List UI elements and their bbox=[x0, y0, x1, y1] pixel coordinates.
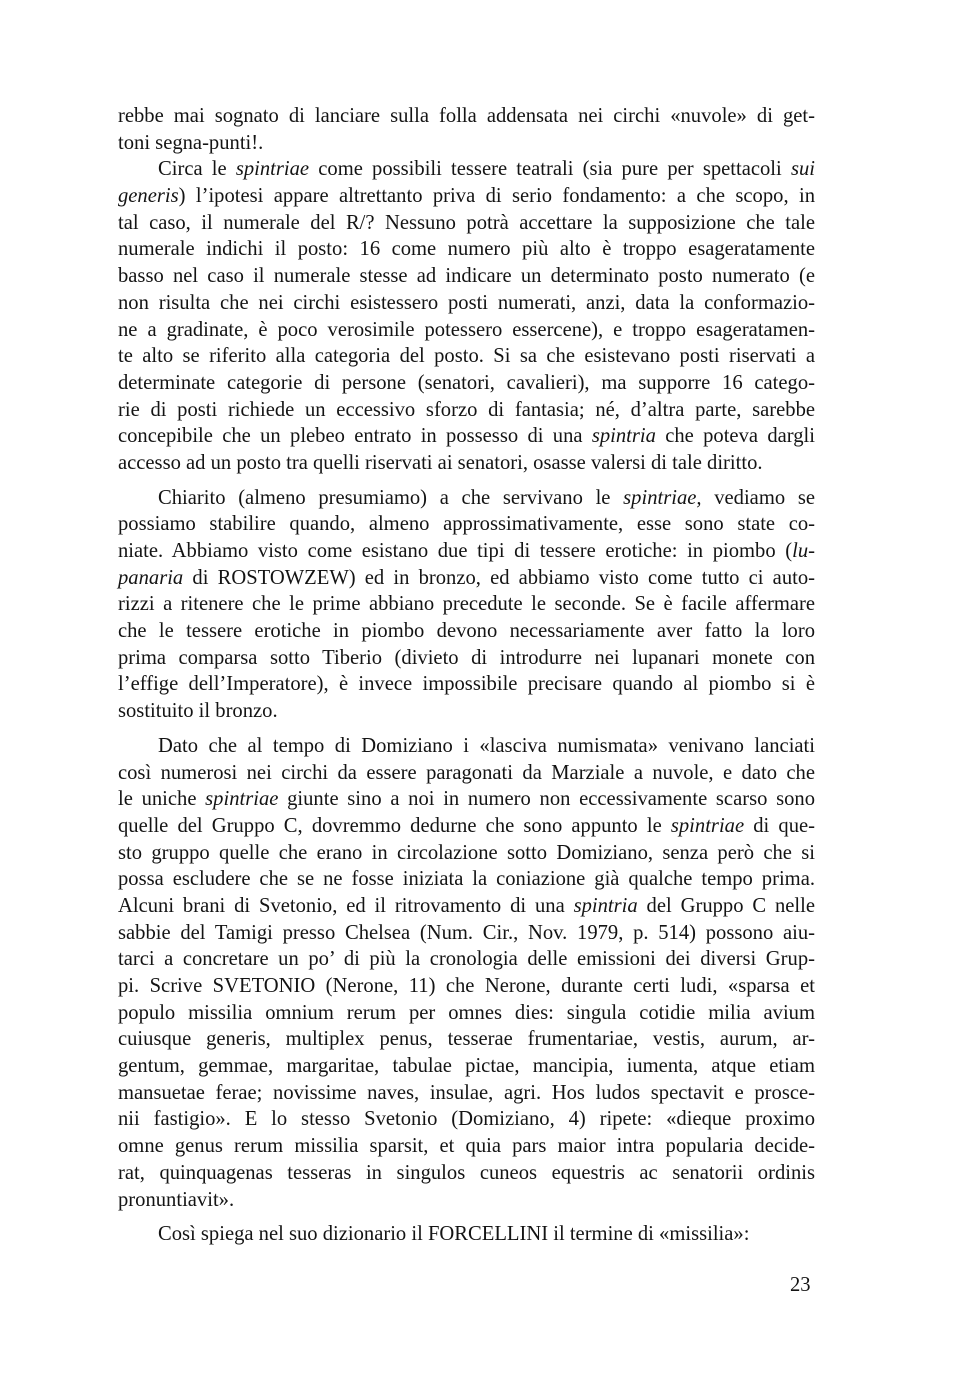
paragraph bbox=[118, 1221, 815, 1248]
text-segment: rebbe mai sognato di lanciare sulla folla addensata nei circhi «nuvole» di get- bbox=[118, 105, 815, 127]
text-line bbox=[118, 263, 815, 290]
text-segment: prima comparsa sotto Tiberio (divieto di introdurre nei lupanari monete con bbox=[118, 646, 815, 669]
italic-text: spintriae, bbox=[623, 486, 702, 509]
text-line bbox=[118, 565, 815, 592]
text-line bbox=[118, 733, 815, 760]
text-segment: tal caso, il numerale del R/? Nessuno potrà accettare la supposizione che tale bbox=[118, 211, 815, 234]
text-line bbox=[118, 210, 815, 237]
text-segment: gentum, gemmae, margaritae, tabulae pictae, mancipia, iumenta, atque etiam bbox=[118, 1055, 815, 1078]
text-line bbox=[118, 645, 815, 672]
text-segment: quelle del Gruppo C, dovremmo dedurne che sono appunto le bbox=[118, 814, 671, 837]
text-line bbox=[118, 370, 815, 397]
text-segment: niate. Abbiamo visto come esistano due tipi di tessere erotiche: in piombo ( bbox=[118, 540, 793, 562]
italic-text: lu- bbox=[792, 540, 815, 562]
text-segment: pronuntiavit». bbox=[118, 1188, 235, 1211]
text-segment: rat, quinquagenas tesseras in singulos cuneos equestris ac senatorii ordinis bbox=[118, 1161, 815, 1184]
text-line bbox=[118, 893, 815, 920]
text-line bbox=[118, 1053, 815, 1080]
text-segment: possa escludere che se ne fosse iniziata la coniazione già qualche tempo prima. bbox=[118, 868, 815, 891]
text-segment: ) l’ipotesi appare altrettanto priva di serio fondamento: a che scopo, in bbox=[178, 185, 815, 208]
text-segment: non risulta che nei circhi esistessero posti numerati, anzi, data la conformazio- bbox=[118, 291, 815, 314]
text-segment: sostituito il bronzo. bbox=[118, 700, 278, 723]
text-segment: mansuetae ferae; novissime naves, insulae, agri. Hos ludos spectavit e prosce- bbox=[118, 1081, 815, 1104]
text-line bbox=[118, 1133, 815, 1160]
text-segment: ne a gradinate, è poco verosimile potessero essercene), e troppo esageratamen- bbox=[118, 318, 815, 341]
text-segment: così numerosi nei circhi da essere paragonati da Marziale a nuvole, e dato che bbox=[118, 761, 815, 784]
text-segment: sabbie del Tamigi presso Chelsea (Num. Cir., Nov. 1979, p. 514) possono aiu- bbox=[118, 921, 815, 944]
text-segment: del Gruppo C nelle bbox=[637, 894, 815, 917]
text-line bbox=[118, 1106, 815, 1133]
text-segment: possiamo stabilire quando, almeno approssimativamente, esse sono state co- bbox=[118, 513, 815, 536]
italic-text: generis bbox=[118, 185, 179, 208]
text-line bbox=[118, 840, 815, 867]
italic-text: panaria bbox=[118, 566, 184, 589]
text-segment: te alto se riferito alla categoria del posto. Si sa che esistevano posti riservati a bbox=[118, 345, 815, 368]
italic-text: spintriae bbox=[670, 814, 745, 837]
text-line bbox=[118, 760, 815, 787]
text-segment: Chiarito (almeno presumiamo) a che servivano le bbox=[158, 486, 624, 509]
text-segment: di ROSTOWZEW) ed in bronzo, ed abbiamo visto come tutto ci auto- bbox=[183, 566, 815, 589]
text-line bbox=[118, 920, 815, 947]
text-line bbox=[118, 671, 815, 698]
text-line bbox=[118, 1026, 815, 1053]
text-line bbox=[118, 103, 815, 130]
page-number: 23 bbox=[790, 1274, 811, 1296]
paragraph bbox=[118, 156, 815, 476]
text-segment: populo missilia omnium rerum per omnes dies: singula cotidie milia avium bbox=[118, 1001, 815, 1024]
text-segment: di que- bbox=[744, 814, 815, 837]
text-segment: omne genus rerum missilia sparsit, et quia pars maior intra popularia decide- bbox=[118, 1135, 815, 1158]
italic-text: spintria bbox=[573, 894, 638, 917]
text-line bbox=[118, 423, 815, 450]
text-segment: le uniche bbox=[118, 788, 206, 811]
text-line bbox=[118, 317, 815, 344]
text-segment: Alcuni brani di Svetonio, ed il ritrovamento di una bbox=[118, 894, 574, 917]
text-segment: l’effige dell’Imperatore), è invece impossibile precisare quando al piombo si è bbox=[118, 673, 815, 696]
text-line bbox=[118, 130, 815, 157]
text-line bbox=[118, 450, 815, 477]
paragraph bbox=[118, 485, 815, 725]
text-segment: Dato che al tempo di Domiziano i «lasciva numismata» venivano lanciati bbox=[158, 734, 815, 757]
text-line bbox=[118, 1160, 815, 1187]
text-line bbox=[118, 343, 815, 370]
text-line bbox=[118, 698, 815, 725]
page-body bbox=[118, 103, 815, 1248]
text-segment: determinate categorie di persone (senatori, cavalieri), ma supporre 16 catego- bbox=[118, 371, 815, 394]
text-line bbox=[118, 1187, 815, 1214]
text-segment: giunte sino a noi in numero non eccessivamente scarso sono bbox=[278, 788, 815, 811]
text-line bbox=[118, 156, 815, 183]
text-line bbox=[118, 946, 815, 973]
text-segment: toni segna-punti!. bbox=[118, 131, 264, 154]
text-line bbox=[118, 813, 815, 840]
text-line bbox=[118, 236, 815, 263]
text-line bbox=[118, 290, 815, 317]
text-line bbox=[118, 866, 815, 893]
text-segment: che poteva dargli bbox=[655, 425, 815, 448]
text-segment: vediamo se bbox=[701, 486, 815, 509]
paragraph bbox=[118, 733, 815, 1213]
text-segment: come possibili tessere teatrali (sia pure per spettacoli bbox=[309, 158, 791, 181]
text-line bbox=[118, 538, 815, 565]
text-segment: cuiusque generis, multiplex penus, tesserae frumentariae, vestis, aurum, ar- bbox=[118, 1028, 815, 1051]
text-segment: Circa le bbox=[158, 158, 236, 181]
text-line bbox=[118, 591, 815, 618]
text-segment: basso nel caso il numerale stesse ad indicare un determinato posto numerato (e bbox=[118, 265, 815, 288]
text-segment: tarci a concretare un po’ di più la cronologia delle emissioni dei diversi Grup- bbox=[118, 948, 815, 971]
text-segment: che le tessere erotiche in piombo devono necessariamente aver fatto la loro bbox=[118, 620, 815, 643]
text-segment: pi. Scrive SVETONIO (Nerone, 11) che Nerone, durante certi ludi, «sparsa et bbox=[118, 975, 815, 997]
text-segment: nii fastigio». E lo stesso Svetonio (Domiziano, 4) ripete: «dieque proximo bbox=[118, 1108, 815, 1131]
text-line bbox=[118, 485, 815, 512]
italic-text: spintriae bbox=[205, 788, 279, 811]
text-segment: concepibile che un plebeo entrato in possesso di una bbox=[118, 425, 592, 448]
text-line bbox=[118, 1221, 815, 1248]
italic-text: spintria bbox=[591, 425, 656, 448]
text-line bbox=[118, 511, 815, 538]
italic-text: spintriae bbox=[235, 158, 310, 181]
text-line bbox=[118, 1080, 815, 1107]
text-segment: rie di posti richiede un eccessivo sforzo di fantasia; né, d’altra parte, sarebbe bbox=[118, 398, 815, 421]
text-line bbox=[118, 183, 815, 210]
text-line bbox=[118, 973, 815, 1000]
paragraph bbox=[118, 103, 815, 156]
text-line bbox=[118, 618, 815, 645]
text-line bbox=[118, 397, 815, 424]
text-segment: rizzi a ritenere che le prime abbiano precedute le seconde. Se è facile affermare bbox=[118, 593, 815, 616]
text-line bbox=[118, 1000, 815, 1027]
text-line bbox=[118, 786, 815, 813]
text-segment: sto gruppo quelle che erano in circolazione sotto Domiziano, senza però che si bbox=[118, 841, 815, 864]
italic-text: sui bbox=[790, 158, 815, 181]
text-segment: numerale indichi il posto: 16 come numero più alto è troppo esageratamente bbox=[118, 238, 815, 261]
text-segment: accesso ad un posto tra quelli riservati ai senatori, osasse valersi di tale diritto. bbox=[118, 451, 763, 474]
text-segment: Così spiega nel suo dizionario il FORCELLINI il termine di «missilia»: bbox=[158, 1223, 750, 1246]
